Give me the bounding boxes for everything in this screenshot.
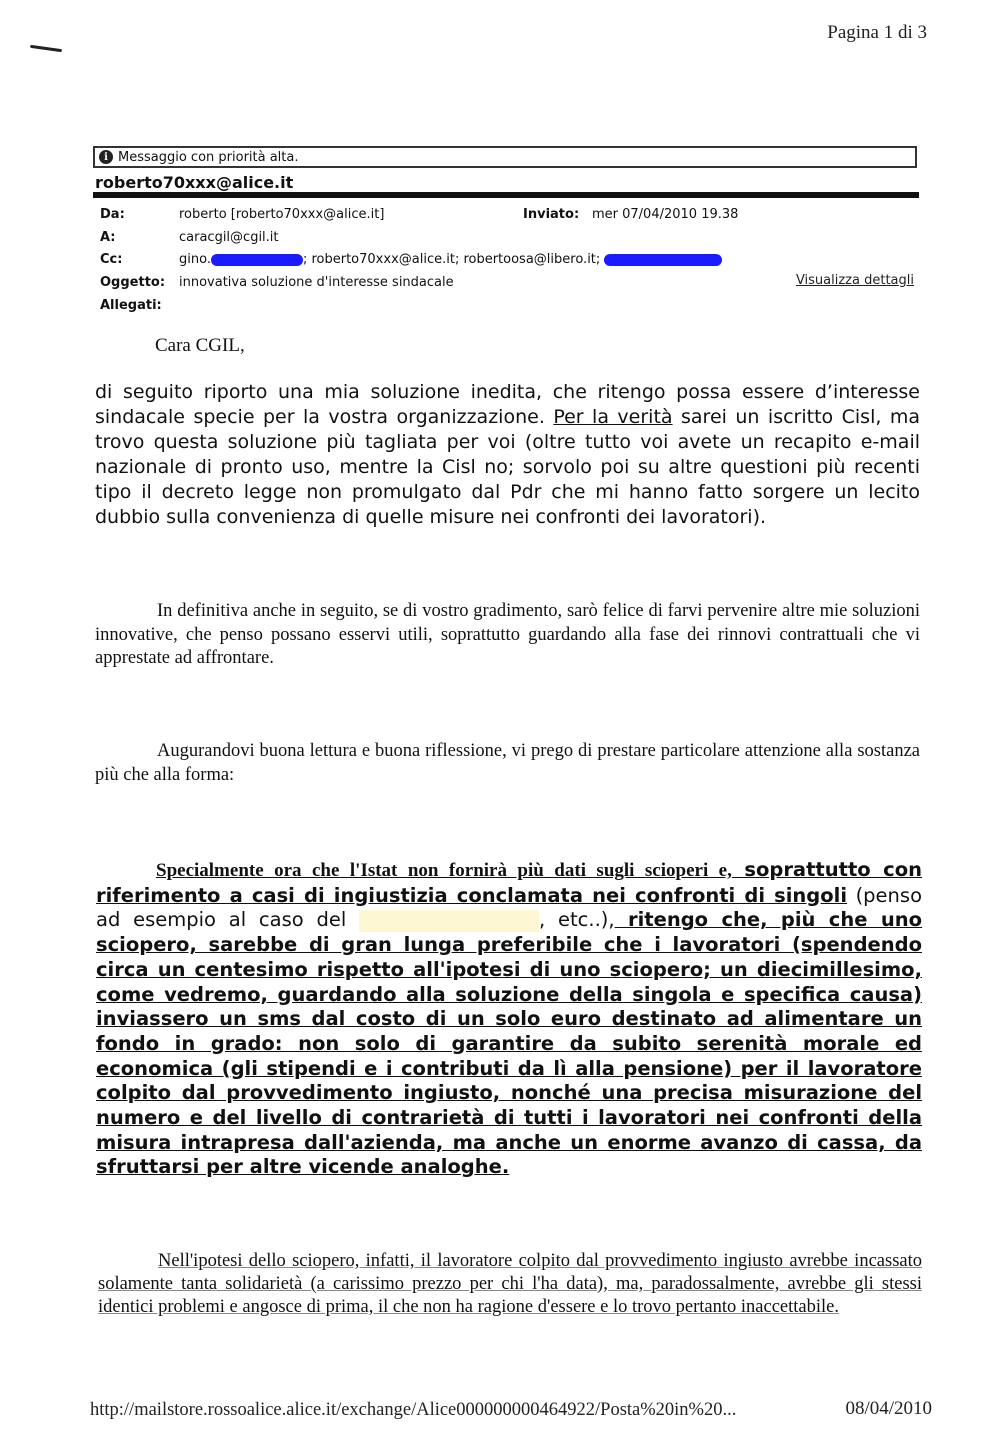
augurando-paragraph: Augurandovi buona lettura e buona riflessione, vi prego di prestare particolare attenzione alla sostanza più che alla forma: <box>95 741 920 785</box>
highlighted-redaction <box>359 910 539 932</box>
intro-underlined: Per la verità <box>553 406 673 428</box>
special-paragraph <box>96 858 922 1180</box>
redaction-mark <box>211 254 303 266</box>
scan-mark <box>30 45 62 52</box>
footer-date: 08/04/2010 <box>845 1398 932 1419</box>
cc-value <box>179 252 722 267</box>
to-value: caracgil@cgil.it <box>179 230 279 245</box>
priority-notice-bar <box>93 146 917 168</box>
cc-middle: ; roberto70xxx@alice.it; robertoosa@libero.it; <box>302 252 601 267</box>
special-bold-2: ritengo che, più che uno sciopero, sarebbe di gran lunga preferibile che i lavoratori (spendendo circa un centesimo rispetto all'ipotesi di uno sciopero; un diecimillesimo, come vedremo, guardando alla soluzione della singola e specifica causa) inviassero un sms dal costo di un solo euro destinato ad alimentare un fondo in grado: non solo di garantire da subito serenità morale ed economica (gli stipendi e i contributi da lì alla pensione) per il lavoratore colpito dal provvedimento ingiusto, nonché una precisa misurazione del numero e del livello di contrarietà di tutti i lavoratori nei confronti della misura intrapresa dall'azienda, ma anche un enorme avanzo di cassa, da sfruttarsi per altre vicende analoghe. <box>96 908 922 1179</box>
greeting: Cara CGIL, <box>155 335 245 356</box>
cc-prefix: gino. <box>179 252 211 267</box>
sender-title: roberto70xxx@alice.it <box>95 173 294 192</box>
page-number: Pagina 1 di 3 <box>827 22 927 43</box>
to-label: A: <box>100 230 116 245</box>
subject-label: Oggetto: <box>100 275 166 290</box>
intro-paragraph <box>95 380 920 530</box>
special-bold-1: soprattutto con riferimento a casi di ingiustizia conclamata nei confronti di singoli <box>96 858 922 907</box>
special-lead: Specialmente ora che l'Istat non fornirà più dati sugli scioperi e, <box>156 860 732 881</box>
cc-label: Cc: <box>100 252 123 267</box>
definitiva-paragraph: In definitiva anche in seguito, se di vostro gradimento, sarò felice di farvi pervenire altre mie soluzioni innovative, che penso possano esservi utili, soprattutto guardando alla fase dei rinnovi contrattuali che vi apprestate ad affrontare. <box>95 601 920 668</box>
sent-label: Inviato: <box>523 207 580 222</box>
attachments-label: Allegati: <box>100 298 162 313</box>
header-divider <box>93 192 919 198</box>
intro-text-2: sarei un iscritto Cisl, ma trovo questa soluzione più tagliata per voi (oltre tutto voi avete un recapito e-mail nazionale di pronto uso, mentre la Cisl no; sorvolo poi su altre questioni più recenti tipo il decreto legge non promulgato dal Pdr che mi hanno fatto sorgere un lecito dubbio sulla convenienza di quelle misure nei confronti dei lavoratori). <box>95 406 920 528</box>
sent-value: mer 07/04/2010 19.38 <box>592 207 739 222</box>
priority-notice-text: Messaggio con priorità alta. <box>118 149 299 165</box>
special-normal-2: , etc..), <box>539 908 615 932</box>
from-label: Da: <box>100 207 125 222</box>
footer-url: http://mailstore.rossoalice.alice.it/exchange/Alice000000000464922/Posta%20in%20... <box>90 1400 737 1420</box>
intro-text-1: di seguito riporto una mia soluzione inedita, che ritengo possa essere d’interesse sindacale specie per la vostra organizzazione. <box>95 381 920 428</box>
view-details-link[interactable]: Visualizza dettagli <box>795 273 914 288</box>
subject-value: innovativa soluzione d'interesse sindacale <box>179 275 454 290</box>
special-normal-1: (penso ad esempio al caso del <box>96 883 922 932</box>
redaction-mark <box>604 254 722 266</box>
nell-paragraph: Nell'ipotesi dello sciopero, infatti, il lavoratore colpito dal provvedimento ingiusto avrebbe incassato solamente tanta solidarietà (a carissimo prezzo per chi l'ha data), ma, paradossalmente, avrebbe gli stessi identici problemi e angosce di prima, il che non ha ragione d'essere e lo trovo pertanto inaccettabile. <box>98 1251 922 1317</box>
info-icon: i <box>99 150 113 164</box>
from-value: roberto [roberto70xxx@alice.it] <box>179 207 385 222</box>
